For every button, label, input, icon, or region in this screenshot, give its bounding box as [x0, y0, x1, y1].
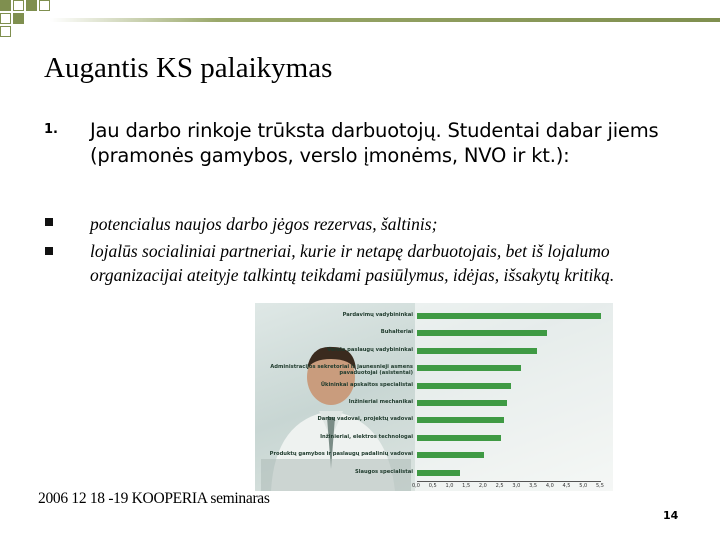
x-tick-label: 1,0 [445, 483, 454, 489]
x-tick-label: 5,0 [579, 483, 588, 489]
bar [417, 365, 521, 371]
corner-square-decoration [0, 26, 11, 37]
x-tick-label: 0,5 [428, 483, 437, 489]
chart-figure [255, 303, 613, 491]
slide-footer: 2006 12 18 -19 KOOPERIA seminaras [38, 490, 270, 507]
square-bullet-icon [45, 247, 53, 255]
corner-square-decoration [39, 0, 50, 11]
x-tick-label: 1,5 [462, 483, 471, 489]
bar [417, 330, 547, 336]
x-tick-label: 2,5 [495, 483, 504, 489]
bar-label: Administracijos sekretoriai ir jaunesnieji asmens pavaduotojai (asistentai) [270, 364, 413, 377]
corner-square-decoration [13, 0, 24, 11]
x-axis-line [417, 481, 601, 482]
corner-square-decoration [26, 0, 37, 11]
bar [417, 435, 501, 441]
bar-label: Inžinieriai mechanikai [348, 399, 413, 405]
bar [417, 452, 484, 458]
x-tick-label: 0,0 [412, 483, 420, 489]
page-number: 14 [663, 509, 679, 522]
bar-label: Darbų vadovai, projektų vadovai [317, 416, 413, 423]
bar [417, 348, 537, 354]
bar [417, 400, 507, 406]
bar [417, 417, 504, 423]
bar-label: Slaugos specialistai [355, 468, 413, 475]
bar [417, 383, 511, 389]
corner-square-decoration [0, 0, 11, 11]
bar-label: Ūkininkai apskaitos specialistai [320, 381, 413, 388]
bar-label: Inžinieriai, elektros technologai [320, 433, 413, 440]
list-item-3: lojalūs socialiniai partneriai, kurie ir netapę darbuotojais, bet iš lojalumo organizacijai ateityje talkintų teikdami pasiūlymus, idėjas, išsakytų kritiką. [90, 241, 615, 285]
x-tick-label: 4,0 [545, 483, 554, 489]
x-tick-label: 3,5 [529, 483, 538, 489]
slide-title: Augantis KS palaikymas [44, 52, 333, 84]
header-gradient-rule [0, 18, 720, 22]
x-tick-label: 5,5 [596, 483, 604, 489]
bar-label: Pardavimų vadybininkai [342, 312, 413, 318]
list-item-2: potencialus naujos darbo jėgos rezervas, šaltinis; [90, 214, 438, 234]
square-bullet-icon [45, 218, 53, 226]
bar [417, 313, 601, 319]
bar-label: Verslo paslaugų vadybininkai [327, 346, 413, 353]
list-number-marker: 1. [44, 122, 58, 137]
x-tick-label: 2,0 [478, 483, 487, 489]
x-tick-label: 3,0 [512, 483, 521, 489]
bar-label: Buhalteriai [380, 329, 413, 336]
bar [417, 470, 460, 476]
x-tick-label: 4,5 [562, 483, 571, 489]
bar-label: Produktų gamybos ir paslaugų padalinių vadovai [269, 451, 413, 458]
list-item-1: Jau darbo rinkoje trūksta darbuotojų. Studentai dabar jiems (pramonės gamybos, verslo įmonėms, NVO ir kt.): [90, 119, 659, 167]
